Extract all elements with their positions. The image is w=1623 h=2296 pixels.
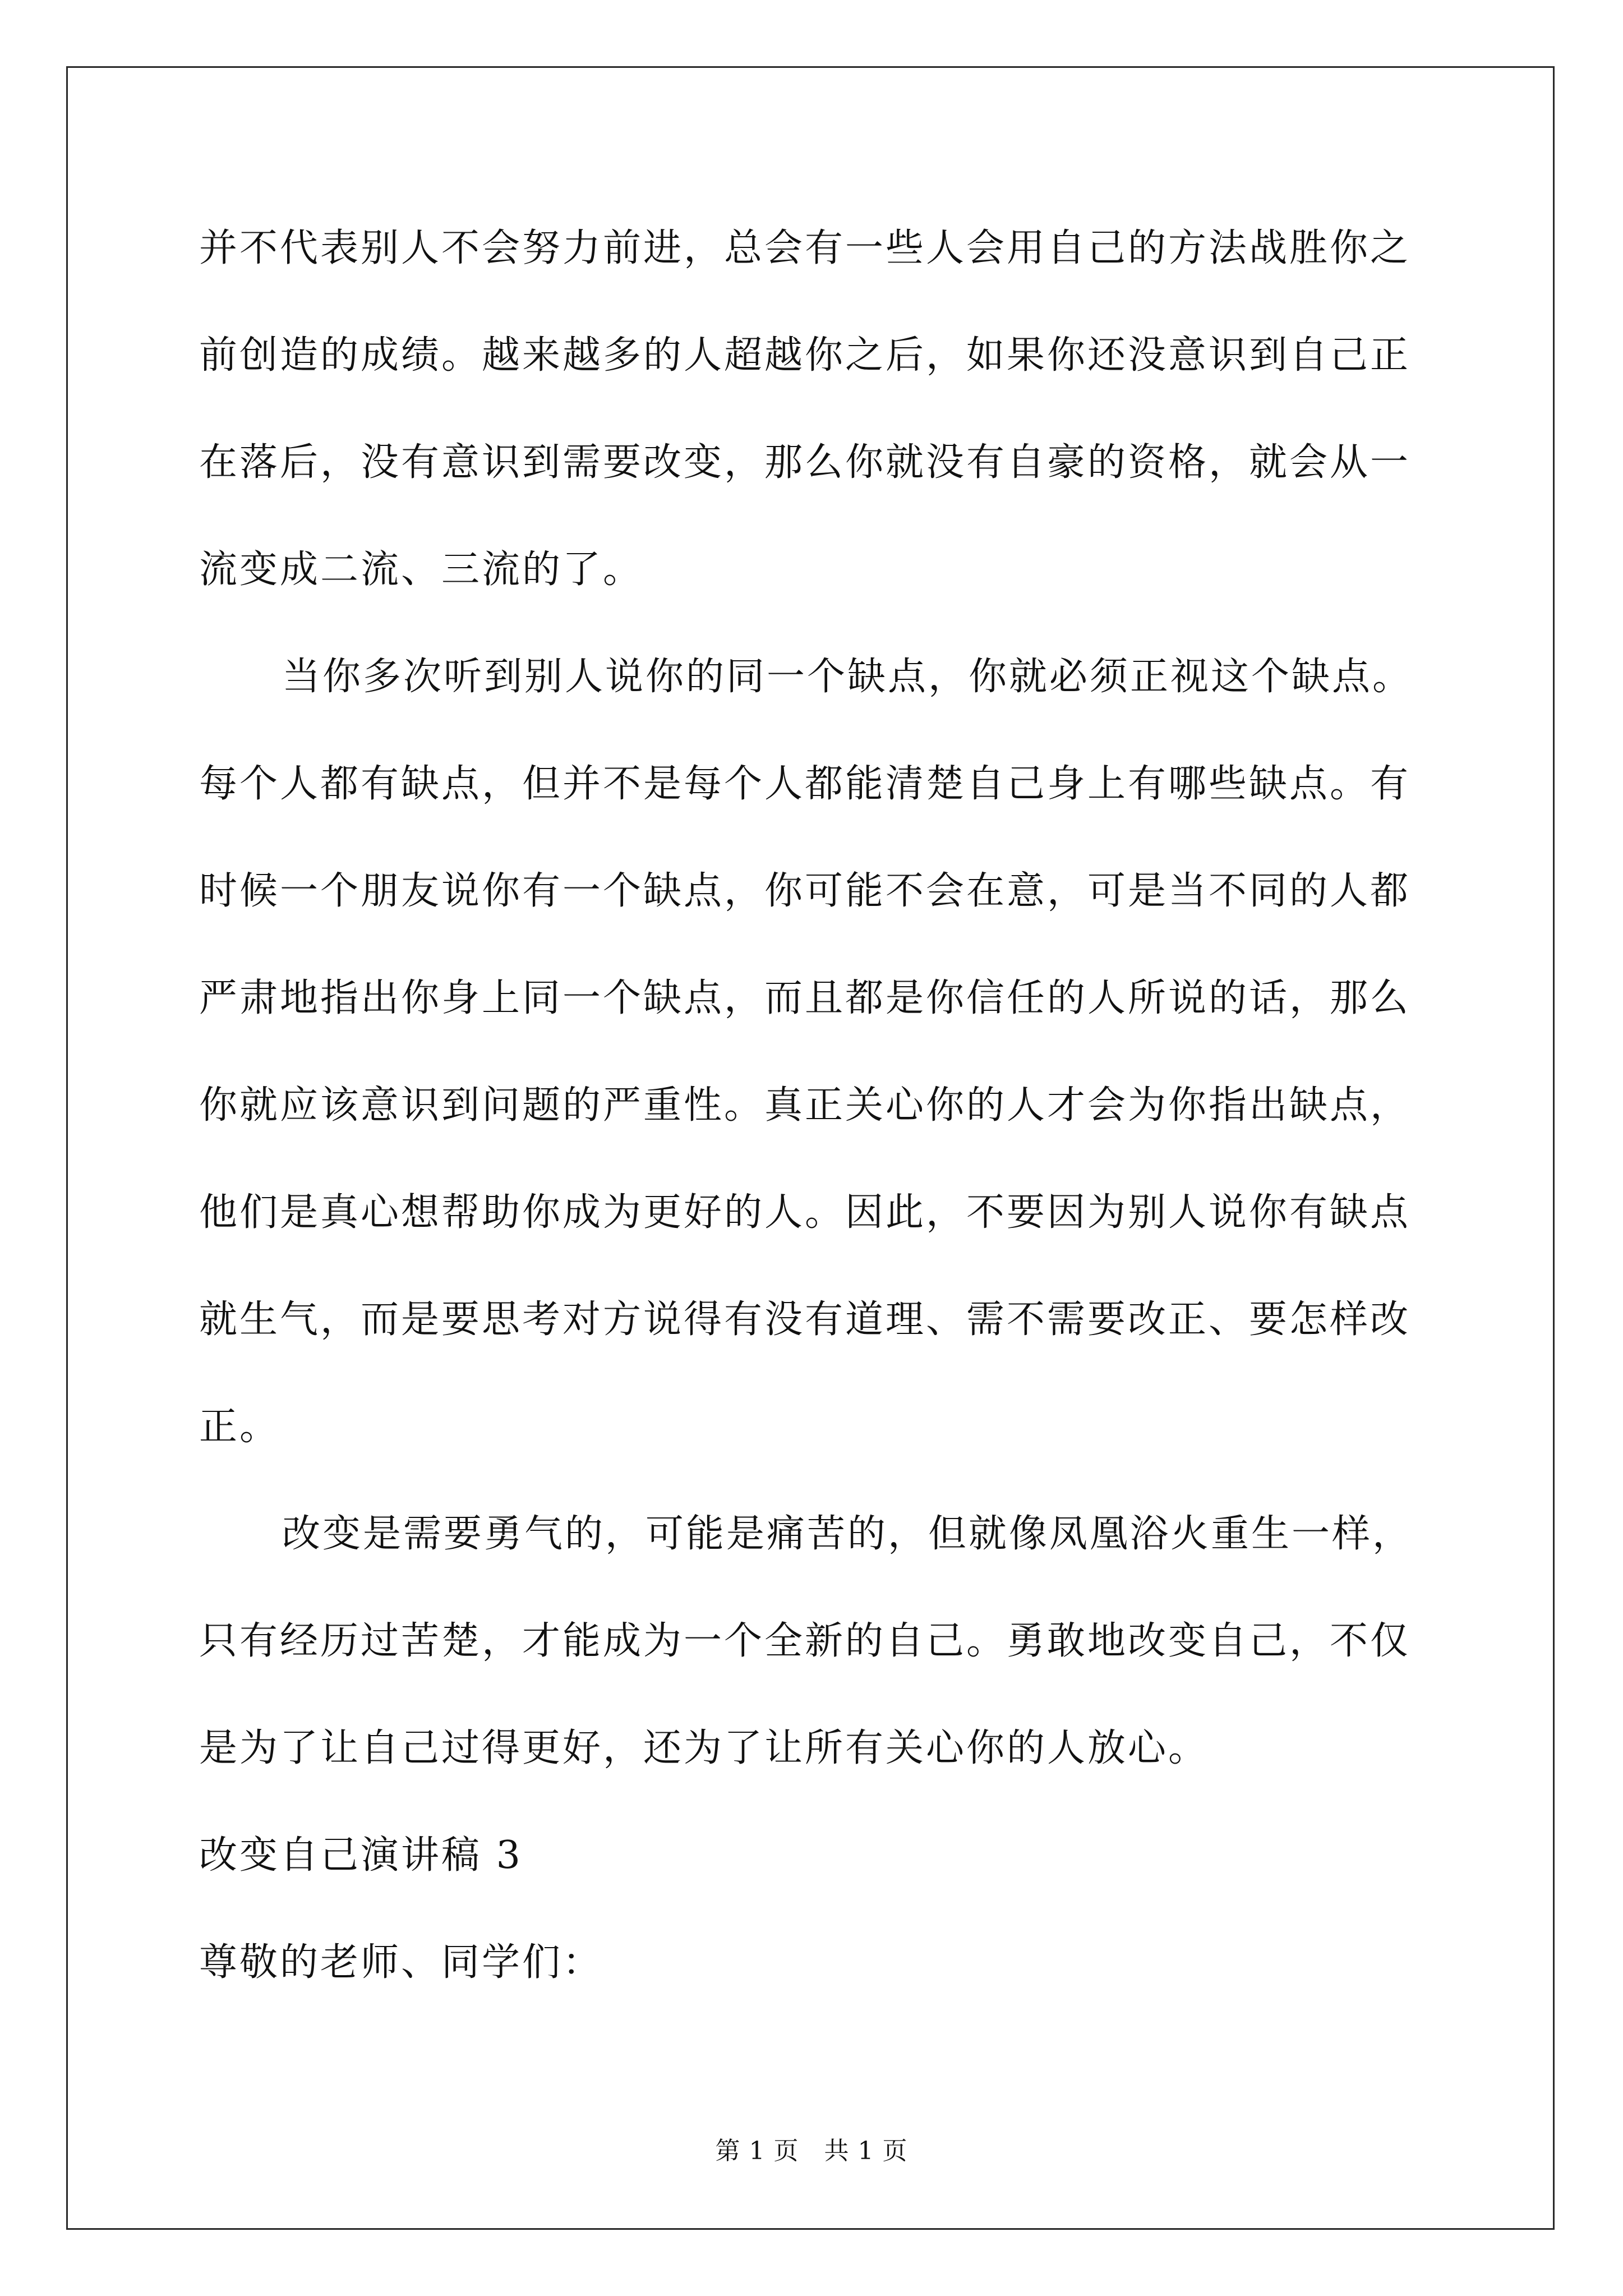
text-line: 并不代表别人不会努力前进，总会有一些人会用自己的方法战胜你之	[199, 226, 1411, 270]
text-line: 在落后，没有意识到需要改变，那么你就没有自豪的资格，就会从一	[199, 440, 1411, 485]
salutation: 尊敬的老师、同学们：	[199, 1940, 603, 1985]
text-line: 是为了让自己过得更好，还为了让所有关心你的人放心。	[199, 1726, 1209, 1770]
text-line: 他们是真心想帮助你成为更好的人。因此，不要因为别人说你有缺点	[199, 1190, 1411, 1235]
page-footer: 第 1 页 共 1 页	[715, 2137, 908, 2165]
section-heading: 改变自己演讲稿 3	[199, 1833, 523, 1878]
text-line: 每个人都有缺点，但并不是每个人都能清楚自己身上有哪些缺点。有	[199, 762, 1411, 806]
text-line: 前创造的成绩。越来越多的人超越你之后，如果你还没意识到自己正	[199, 333, 1411, 378]
text-line: 严肃地指出你身上同一个缺点，而且都是你信任的人所说的话，那么	[199, 976, 1411, 1020]
text-line: 你就应该意识到问题的严重性。真正关心你的人才会为你指出缺点，	[199, 1083, 1411, 1128]
paragraph-first-line: 当你多次听到别人说你的同一个缺点，你就必须正视这个缺点。	[282, 655, 1413, 699]
text-line: 时候一个朋友说你有一个缺点，你可能不会在意，可是当不同的人都	[199, 869, 1411, 913]
paragraph-first-line: 改变是需要勇气的，可能是痛苦的，但就像凤凰浴火重生一样，	[282, 1512, 1413, 1556]
page-border	[66, 66, 1555, 2230]
text-line: 就生气，而是要思考对方说得有没有道理、需不需要改正、要怎样改	[199, 1297, 1411, 1342]
text-line: 正。	[199, 1405, 280, 1449]
text-line: 只有经历过苦楚，才能成为一个全新的自己。勇敢地改变自己，不仅	[199, 1619, 1411, 1663]
text-line: 流变成二流、三流的了。	[199, 547, 644, 592]
